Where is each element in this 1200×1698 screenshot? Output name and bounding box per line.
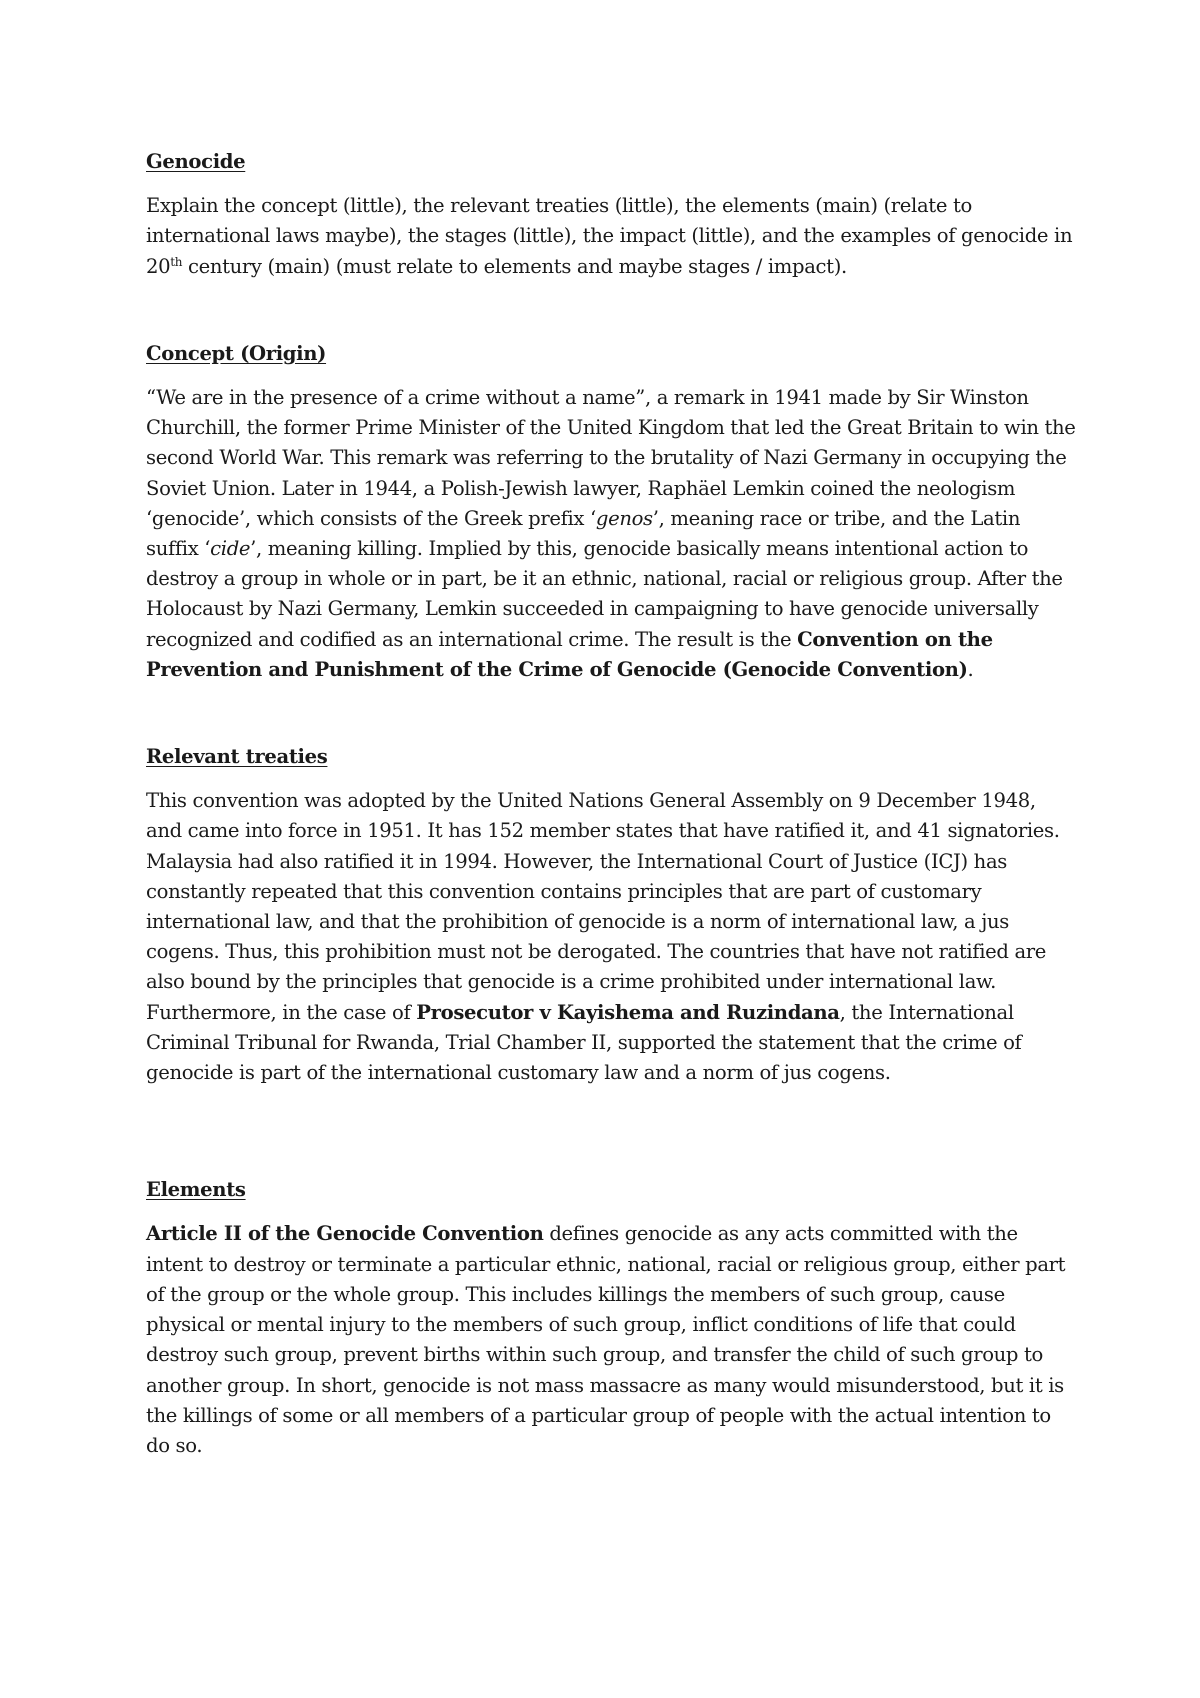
concept-text-2: ’, meaning race or tribe, and the Latin suffix ‘ (146, 506, 1021, 561)
elements-article-name: Article II of the Genocide Convention (146, 1222, 544, 1246)
elements-text-1: defines genocide as any acts committed with the intent to destroy or terminate a particular ethnic, national, racial or religious group, either part of the group or the whole group. This includes killings the members of such group, cause physical or mental injury to the members of such group, inflict conditions of life that could destroy such group, prevent births within such group, and transfer the child of such group to another group. In short, genocide is not mass massacre as many would misunderstood, but it is the killings of some or all members of a particular group of people with the actual intention to do so. (146, 1222, 1066, 1457)
concept-paragraph (146, 383, 1076, 685)
intro-text-1: Explain the concept (little), the relevant treaties (little), the elements (main) (relate to international laws maybe), the stages (little), the impact (little), and the examples of genocide in 20 (146, 194, 1073, 278)
concept-text-4: . (967, 657, 974, 681)
treaties-text-2: , the International Criminal Tribunal for Rwanda, Trial Chamber II, supported the statement that the crime of genocide is part of the international customary law and a norm of jus cogens. (146, 1000, 1022, 1085)
treaties-paragraph (146, 786, 1076, 1088)
elements-paragraph (146, 1219, 1076, 1461)
concept-convention-name: Convention on the Prevention and Punishment of the Crime of Genocide (Genocide Convention) (146, 627, 993, 681)
treaties-text-1: This convention was adopted by the United Nations General Assembly on 9 December 1948, and came into force in 1951. It has 152 member states that have ratified it, and 41 signatories. Malaysia had also ratified it in 1994. However, the International Court of Justice (ICJ) has constantly repeated that this convention contains principles that are part of customary international law, and that the prohibition of genocide is a norm of international law, a jus cogens. Thus, this prohibition must not be derogated. The countries that have not ratified are also bound by the principles that genocide is a crime prohibited under international law. Furthermore, in the case of (146, 789, 1060, 1024)
document-body (146, 147, 1076, 1461)
document-title: Genocide (146, 150, 246, 173)
concept-text-1: “We are in the presence of a crime without a name”, a remark in 1941 made by Sir Winston Churchill, the former Prime Minister of the United Kingdom that led the Great Britain to win the second World War. This remark was referring to the brutality of Nazi Germany in occupying the Soviet Union. Later in 1944, a Polish-Jewish lawyer, Raphäel Lemkin coined the neologism ‘genocide’, which consists of the Greek prefix ‘ (146, 386, 1076, 530)
intro-paragraph (146, 191, 1076, 282)
concept-text-3: ’, meaning killing. Implied by this, genocide basically means intentional action to destroy a group in whole or in part, be it an ethnic, national, racial or religious group. After the Holocaust by Nazi Germany, Lemkin succeeded in campaigning to have genocide universally recognized and codified as an international crime. The result is the (146, 537, 1063, 651)
intro-superscript: th (170, 254, 183, 269)
intro-text-2: century (main) (must relate to elements and maybe stages / impact). (182, 254, 847, 278)
treaties-case-name: Prosecutor v Kayishema and Ruzindana (416, 1000, 840, 1024)
treaties-heading: Relevant treaties (146, 745, 328, 769)
elements-heading: Elements (146, 1178, 246, 1202)
concept-genos: genos (595, 506, 653, 530)
concept-heading: Concept (Origin) (146, 341, 327, 365)
concept-cide: cide (210, 537, 251, 561)
